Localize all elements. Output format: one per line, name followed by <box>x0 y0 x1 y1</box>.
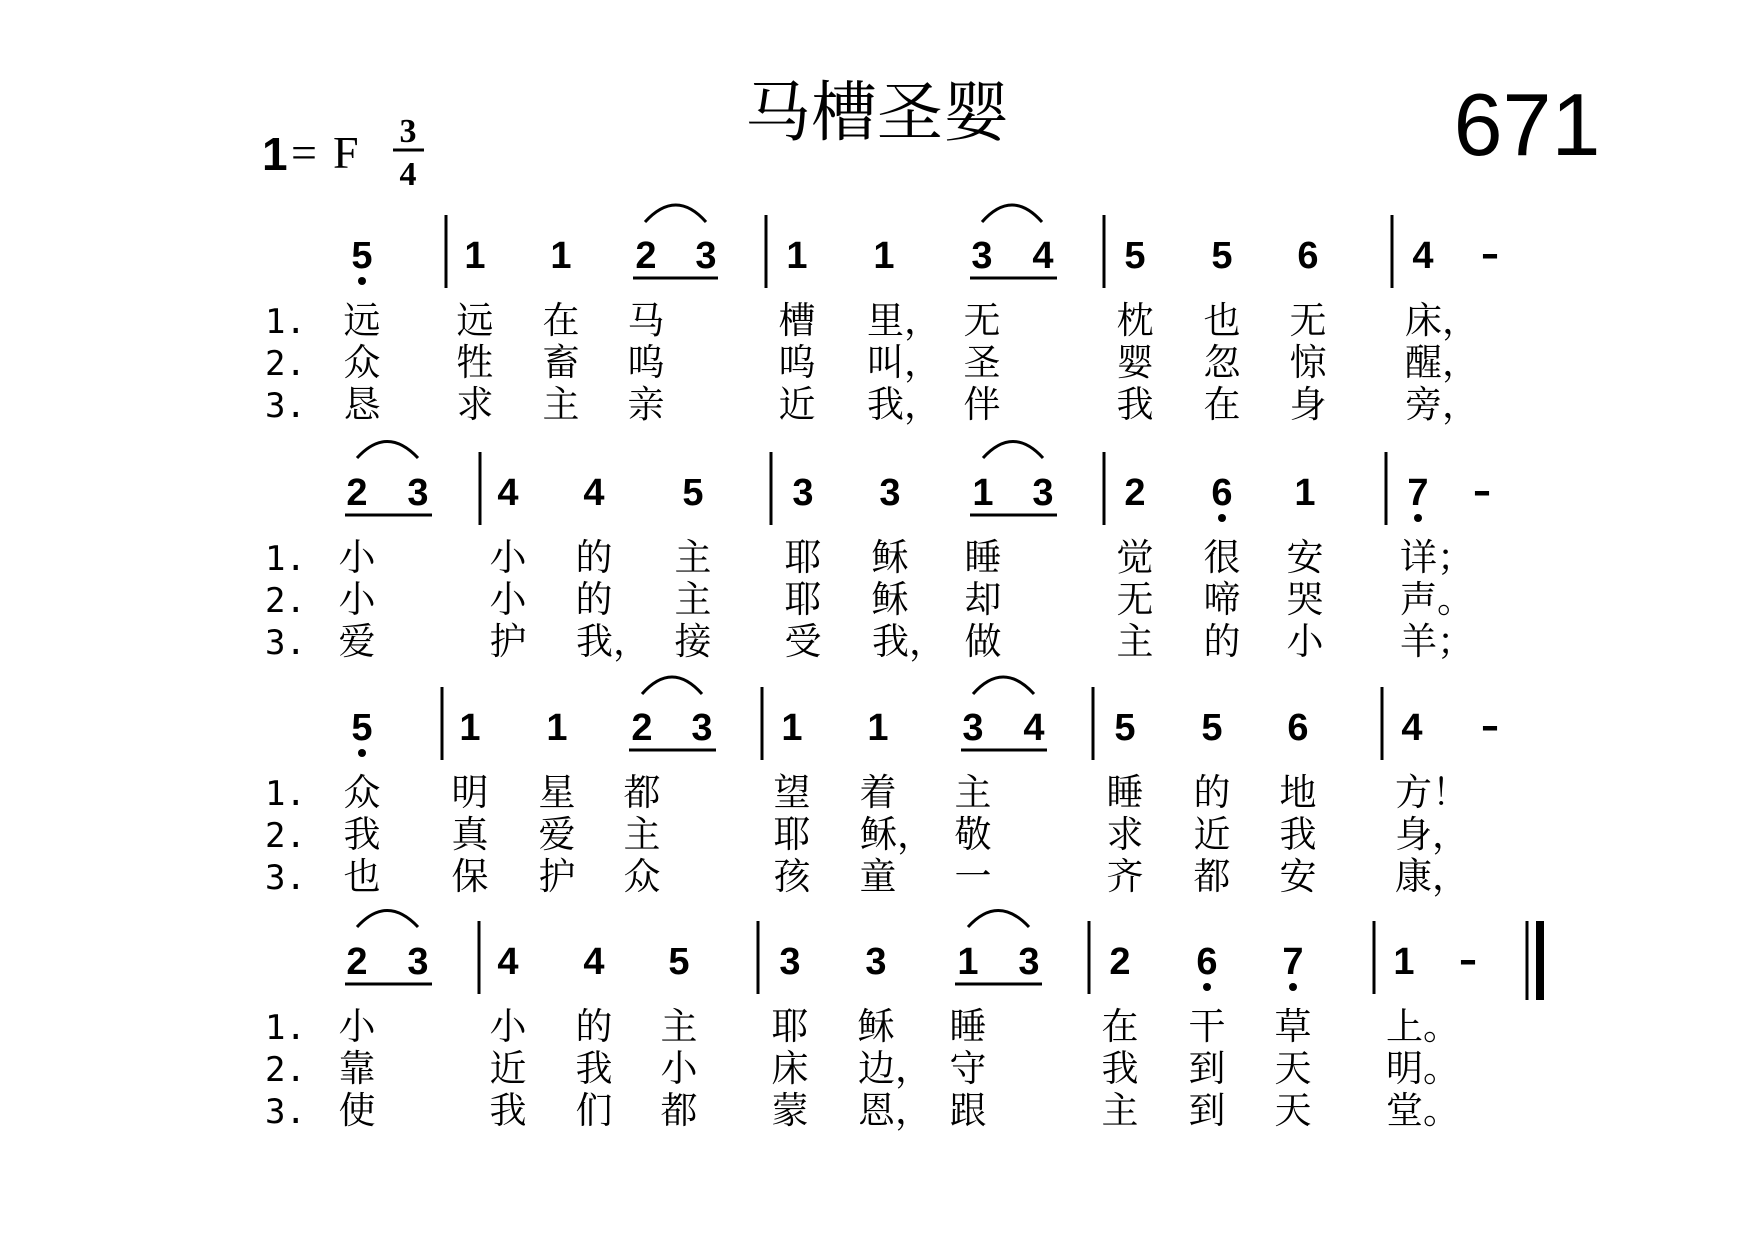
lyric-char: 我 <box>343 813 381 856</box>
lyric-char: 在 <box>1101 1005 1139 1048</box>
system-2 <box>265 442 1491 664</box>
verse-line-1 <box>265 536 1474 579</box>
verse-line-3 <box>265 855 1469 898</box>
lyric-char: 小 <box>489 1005 527 1048</box>
lyric-char: 都 <box>1193 855 1231 898</box>
lyric-char: 近 <box>489 1047 527 1090</box>
note: 3 <box>1032 472 1054 514</box>
lyric-char: 床 <box>771 1047 809 1090</box>
lyric-char: 主 <box>674 536 712 579</box>
verse-number: 1. <box>265 539 306 579</box>
lyric-char: 我 <box>489 1089 527 1132</box>
lyric-char: 耶 <box>771 1005 809 1048</box>
lyric-char: 地 <box>1279 771 1317 814</box>
note: 4 <box>1412 235 1434 277</box>
lyric-char: 明。 <box>1386 1047 1460 1090</box>
note: 3 <box>407 472 429 514</box>
lyric-char: 真 <box>451 813 489 856</box>
note: 3 <box>695 235 717 277</box>
note: 1 <box>1393 941 1415 983</box>
lyric-char: 睡 <box>964 536 1002 579</box>
score-header <box>262 74 1600 193</box>
lyric-char: 主 <box>1116 620 1154 663</box>
lyric-char: 我 <box>575 1047 613 1090</box>
verse-line-2 <box>265 578 1474 621</box>
lyric-char: 枕 <box>1116 299 1154 342</box>
lyric-char: 接 <box>674 620 712 663</box>
note: 2 <box>346 472 368 514</box>
lyric-char: 的 <box>575 1005 613 1048</box>
lyric-char: 明 <box>451 771 489 814</box>
note: 3 <box>879 472 901 514</box>
lyric-char: 敬 <box>954 813 992 856</box>
lyric-char: 受 <box>784 620 822 663</box>
lyric-char: 小 <box>1286 620 1324 663</box>
lyric-char: 畜 <box>542 341 580 384</box>
lower-octave-dot <box>1414 514 1422 522</box>
note: 1 <box>781 707 803 749</box>
note: 5 <box>682 472 704 514</box>
lyric-char: 安 <box>1286 536 1324 579</box>
lyric-char: 都 <box>660 1089 698 1132</box>
lyric-char: 的 <box>575 536 613 579</box>
lyric-char: 我 <box>1116 383 1154 426</box>
lyric-char: 的 <box>575 578 613 621</box>
lyric-char: 爱 <box>338 620 376 663</box>
lyric-char: 也 <box>343 855 381 898</box>
note: 1 <box>546 707 568 749</box>
note: 5 <box>351 235 373 277</box>
lyric-char: 保 <box>451 855 489 898</box>
verse-line-3 <box>265 383 1479 426</box>
lyric-char: 啼 <box>1203 578 1241 621</box>
note: 6 <box>1287 707 1309 749</box>
system-3 <box>265 677 1499 898</box>
note: 3 <box>962 707 984 749</box>
lyric-char: 望 <box>773 771 811 814</box>
lyric-char: 我 <box>1101 1047 1139 1090</box>
note: 4 <box>1032 235 1054 277</box>
lyric-char: 到 <box>1188 1047 1226 1090</box>
note: 4 <box>497 472 519 514</box>
note: 6 <box>1196 941 1218 983</box>
key-equals-sign: = <box>291 127 317 178</box>
lyric-char: 我 <box>1279 813 1317 856</box>
note: 1 <box>867 707 889 749</box>
verse-number: 3. <box>265 623 306 663</box>
lyric-char: 我， <box>576 620 650 663</box>
lyric-char: 身 <box>1289 383 1327 426</box>
lyric-char: 牲 <box>456 341 494 384</box>
lyric-char: 众 <box>343 341 381 384</box>
lyric-char: 小 <box>660 1047 698 1090</box>
verse-number: 2. <box>265 816 306 856</box>
note: 3 <box>971 235 993 277</box>
lyric-char: 康， <box>1395 855 1469 898</box>
note: 6 <box>1211 472 1233 514</box>
lyric-char: 天 <box>1274 1089 1312 1132</box>
lyric-char: 做 <box>964 620 1002 663</box>
lyric-char: 羊； <box>1400 620 1474 663</box>
lyric-char: 呜 <box>778 341 816 384</box>
verse-number: 2. <box>265 1050 306 1090</box>
lyric-char: 圣 <box>963 341 1001 384</box>
note: 5 <box>1114 707 1136 749</box>
lyric-char: 忽 <box>1203 341 1241 384</box>
note: 3 <box>1018 941 1040 983</box>
lyric-char: 小 <box>489 536 527 579</box>
lyric-char: 跟 <box>949 1089 987 1132</box>
lower-octave-dot <box>358 277 366 285</box>
note: 4 <box>583 472 605 514</box>
lyric-char: 使 <box>338 1089 376 1132</box>
hymn-title: 马槽圣婴 <box>745 74 1009 151</box>
lyric-char: 方！ <box>1395 771 1469 814</box>
lyric-char: 耶 <box>784 536 822 579</box>
note: 1 <box>459 707 481 749</box>
lyric-char: 一 <box>954 855 992 898</box>
verse-number: 1. <box>265 302 306 342</box>
lyric-char: 惊 <box>1289 341 1327 384</box>
lyric-char: 小 <box>338 1005 376 1048</box>
slur <box>642 677 702 694</box>
note: 1 <box>786 235 808 277</box>
note: 4 <box>1401 707 1423 749</box>
lyric-char: 在 <box>542 299 580 342</box>
lyric-char: 齐 <box>1106 855 1144 898</box>
lyric-char: 的 <box>1193 771 1231 814</box>
verse-number: 2. <box>265 581 306 621</box>
time-signature-top: 3 <box>399 113 417 150</box>
lyric-char: 呜 <box>627 341 665 384</box>
note: 5 <box>1201 707 1223 749</box>
slur <box>357 442 418 459</box>
lyric-char: 无 <box>1116 578 1154 621</box>
lyric-char: 无 <box>1289 299 1327 342</box>
lyric-char: 求 <box>1106 813 1144 856</box>
lyric-char: 稣 <box>871 578 909 621</box>
note: 6 <box>1297 235 1319 277</box>
lyric-char: 哭 <box>1286 578 1324 621</box>
key-letter: F <box>333 127 359 178</box>
note: 4 <box>1023 707 1045 749</box>
verse-line-2 <box>265 341 1479 384</box>
lyric-char: 着 <box>859 771 897 814</box>
time-signature-bottom: 4 <box>399 156 417 193</box>
note: 1 <box>972 472 994 514</box>
slur <box>645 205 706 222</box>
note: 7 <box>1282 941 1304 983</box>
note: 5 <box>351 707 373 749</box>
note: 2 <box>635 235 657 277</box>
lyric-char: 稣 <box>857 1005 895 1048</box>
note: 1 <box>957 941 979 983</box>
hymn-number: 671 <box>1453 75 1601 174</box>
sustain-dash: – <box>1473 471 1491 512</box>
lyric-char: 护 <box>489 620 527 663</box>
note: 3 <box>779 941 801 983</box>
verse-line-1 <box>265 299 1479 342</box>
lyric-char: 的 <box>1203 620 1241 663</box>
lyric-char: 里， <box>867 299 941 342</box>
verse-number: 1. <box>265 774 306 814</box>
verse-line-1 <box>265 771 1469 814</box>
lyric-char: 恳 <box>343 383 381 426</box>
verse-line-2 <box>265 813 1469 856</box>
lyric-char: 主 <box>674 578 712 621</box>
verse-number: 2. <box>265 344 306 384</box>
lyric-char: 众 <box>623 855 661 898</box>
note: 1 <box>550 235 572 277</box>
note: 4 <box>497 941 519 983</box>
verse-line-3 <box>265 620 1474 663</box>
system-4 <box>265 911 1540 1133</box>
note: 1 <box>464 235 486 277</box>
lyric-char: 无 <box>963 299 1001 342</box>
lyric-char: 我， <box>872 620 946 663</box>
lyric-char: 求 <box>456 383 494 426</box>
lyric-char: 主 <box>542 383 580 426</box>
verse-line-3 <box>265 1089 1460 1132</box>
lyric-char: 近 <box>1193 813 1231 856</box>
verse-line-2 <box>265 1047 1460 1090</box>
lyric-char: 远 <box>343 299 381 342</box>
lyric-char: 都 <box>623 771 661 814</box>
lyric-char: 上。 <box>1386 1005 1460 1048</box>
lyric-char: 睡 <box>949 1005 987 1048</box>
lower-octave-dot <box>1218 514 1226 522</box>
sustain-dash: – <box>1459 940 1477 981</box>
lyric-char: 蒙 <box>771 1089 809 1132</box>
lyric-char: 稣， <box>860 813 934 856</box>
lyric-char: 亲 <box>627 383 665 426</box>
sustain-dash: – <box>1481 234 1499 275</box>
lyric-char: 槽 <box>778 299 816 342</box>
key-do-number: 1 <box>262 128 288 180</box>
lyric-char: 星 <box>538 771 576 814</box>
note: 7 <box>1407 472 1429 514</box>
verse-line-1 <box>265 1005 1460 1048</box>
system-1 <box>265 205 1499 426</box>
note: 3 <box>407 941 429 983</box>
note: 2 <box>1124 472 1146 514</box>
slur <box>973 677 1034 694</box>
note: 3 <box>792 472 814 514</box>
lyric-char: 耶 <box>784 578 822 621</box>
lyric-char: 也 <box>1203 299 1241 342</box>
lyric-char: 到 <box>1188 1089 1226 1132</box>
lyric-char: 主 <box>660 1005 698 1048</box>
lyric-char: 爱 <box>538 813 576 856</box>
lyric-char: 身， <box>1395 813 1469 856</box>
note: 2 <box>1109 941 1131 983</box>
lyric-char: 却 <box>964 578 1002 621</box>
lyric-char: 主 <box>623 813 661 856</box>
verse-number: 1. <box>265 1008 306 1048</box>
lyric-char: 详； <box>1400 536 1474 579</box>
lyric-char: 小 <box>338 536 376 579</box>
lyric-char: 叫， <box>867 341 941 384</box>
lyric-char: 主 <box>1101 1089 1139 1132</box>
lyric-char: 远 <box>456 299 494 342</box>
lyric-char: 马 <box>627 299 665 342</box>
lyric-char: 主 <box>954 771 992 814</box>
lyric-char: 天 <box>1274 1047 1312 1090</box>
lyric-char: 很 <box>1203 536 1241 579</box>
lyric-char: 声。 <box>1400 578 1474 621</box>
lower-octave-dot <box>1289 983 1297 991</box>
lyric-char: 孩 <box>773 855 811 898</box>
note: 5 <box>668 941 690 983</box>
note: 3 <box>691 707 713 749</box>
lyric-char: 醒， <box>1405 341 1479 384</box>
note: 1 <box>873 235 895 277</box>
slur <box>968 911 1029 928</box>
lyric-char: 小 <box>489 578 527 621</box>
note: 2 <box>631 707 653 749</box>
lyric-char: 伴 <box>963 383 1001 426</box>
verse-number: 3. <box>265 858 306 898</box>
lyric-char: 安 <box>1279 855 1317 898</box>
lyric-char: 众 <box>343 771 381 814</box>
lower-octave-dot <box>358 749 366 757</box>
note: 1 <box>1294 472 1316 514</box>
lyric-char: 童 <box>859 855 897 898</box>
slur <box>982 205 1042 222</box>
lyric-char: 旁， <box>1405 383 1479 426</box>
lyric-char: 靠 <box>338 1047 376 1090</box>
verse-number: 3. <box>265 386 306 426</box>
lyric-char: 睡 <box>1106 771 1144 814</box>
lyric-char: 草 <box>1274 1005 1312 1048</box>
lyric-char: 婴 <box>1116 341 1154 384</box>
note: 5 <box>1124 235 1146 277</box>
lower-octave-dot <box>1203 983 1211 991</box>
lyric-char: 堂。 <box>1386 1089 1460 1132</box>
lyric-char: 觉 <box>1116 536 1154 579</box>
lyric-char: 们 <box>575 1089 613 1132</box>
lyric-char: 守 <box>949 1047 987 1090</box>
lyric-char: 近 <box>778 383 816 426</box>
lyric-char: 恩， <box>858 1089 932 1132</box>
verse-number: 3. <box>265 1092 306 1132</box>
lyric-char: 在 <box>1203 383 1241 426</box>
lyric-char: 干 <box>1188 1005 1226 1048</box>
lyric-char: 耶 <box>773 813 811 856</box>
note: 4 <box>583 941 605 983</box>
slur <box>357 911 418 928</box>
note: 3 <box>865 941 887 983</box>
lyric-char: 床， <box>1405 299 1479 342</box>
lyric-char: 边， <box>858 1047 932 1090</box>
slur <box>983 442 1043 459</box>
note: 2 <box>346 941 368 983</box>
lyric-char: 我， <box>867 383 941 426</box>
lyric-char: 护 <box>538 855 576 898</box>
note: 5 <box>1211 235 1233 277</box>
lyric-char: 小 <box>338 578 376 621</box>
lyric-char: 稣 <box>871 536 909 579</box>
sustain-dash: – <box>1481 706 1499 747</box>
